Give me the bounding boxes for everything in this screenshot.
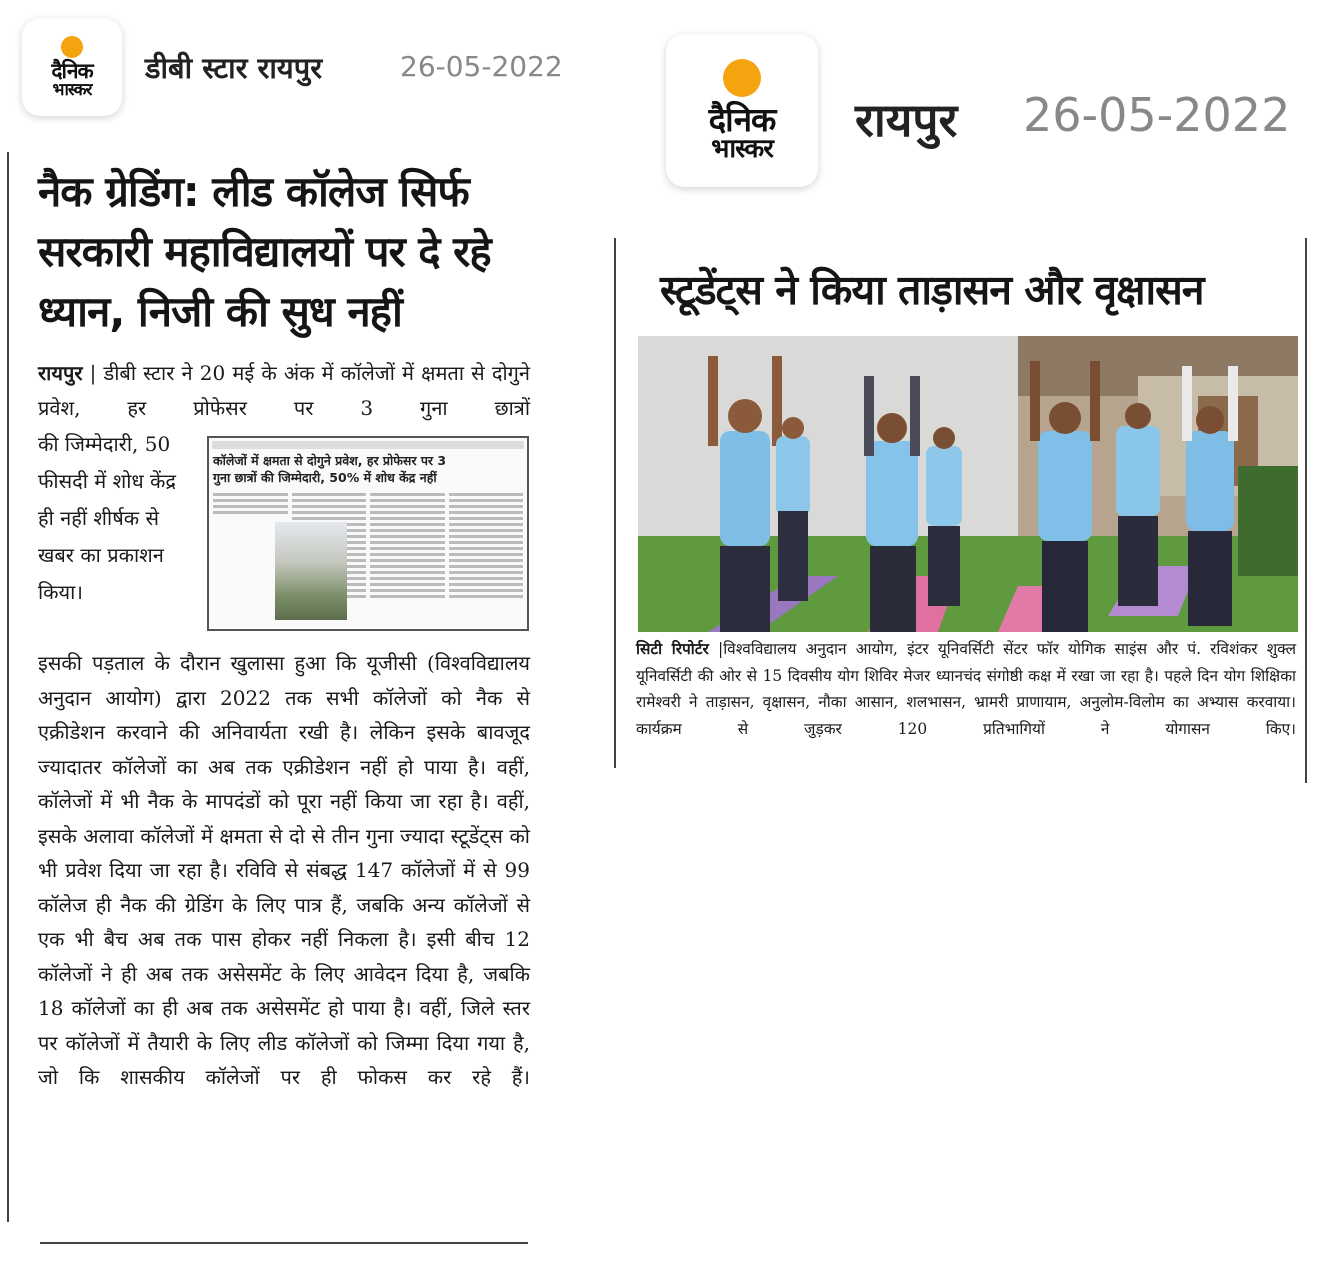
publication-name-2: रायपुर	[855, 93, 958, 147]
logo-text-line2: भास्कर	[52, 79, 92, 100]
column-rule	[7, 152, 9, 1222]
yoga-photo	[638, 336, 1298, 632]
dainik-bhaskar-logo-2	[666, 34, 818, 187]
dainik-bhaskar-logo	[22, 18, 122, 116]
figure-4	[926, 427, 962, 606]
dateline: रायपुर	[38, 361, 83, 385]
article2-headline: स्टूडेंट्स ने किया ताड़ासन और वृक्षासन	[660, 266, 1204, 314]
figure-6	[1116, 403, 1160, 606]
column-rule-left	[614, 238, 616, 768]
article-body: इसकी पड़ताल के दौरान खुलासा हुआ कि यूजीसी (विश्वविद्यालय अनुदान आयोग) द्वारा 2022 तक सभी कॉलेजों को नैक से एक्रीडेशन करवाने की अनिवार्यता रखी है। लेकिन इसके बावजूद ज्यादातर कॉलेजों का अब तक एक्रीडेशन नहीं हो पाया है। वहीं, कॉलेजों में भी नैक के मापदंडों को पूरा नहीं किया जा रहा है। वहीं, इसके अलावा कॉलेजों में क्षमता से दो से तीन गुना ज्यादा स्टूडेंट्स को भी प्रवेश दिया जा रहा है। रविवि से संबद्ध 147 कॉलेजों में से 99 कॉलेज ही नैक की ग्रेडिंग के लिए पात्र हैं, जबकि अन्य कॉलेजों से एक भी बैच अब तक पास होकर नहीं निकला है। इसी बीच 12 कॉलेजों ने ही अब तक असेसमेंट के लिए आवेदन दिया है, जबकि 18 कॉलेजों का ही अब तक असेसमेंट हो पाया है। वहीं, जिले स्तर पर कॉलेजों में तैयारी के लिए लीड कॉलेजों को जिम्मा दिया गया है, जो कि शासकीय कॉलेजों पर ही फोकस कर रहे हैं।	[38, 651, 530, 1089]
column-rule-right	[1305, 238, 1307, 783]
publication-date-2: 26-05-2022	[1023, 88, 1291, 142]
publication-date: 26-05-2022	[400, 50, 563, 83]
publication-name: डीबी स्टार रायपुर	[145, 51, 323, 85]
sun-logo-icon	[61, 36, 83, 58]
figure-2	[776, 417, 810, 601]
article-side-text: की जिम्मेदारी, 50 फीसदी में शोध केंद्र ही नहीं शीर्षक से खबर का प्रकाशन किया।	[38, 432, 177, 604]
figure-3	[864, 376, 920, 632]
thumbnail-photo	[275, 522, 347, 620]
thumbnail-headline-2: गुना छात्रों की जिम्मेदारी, 50% में शोध केंद्र नहीं	[213, 470, 437, 485]
logo2-text-line2: भास्कर	[711, 134, 773, 164]
logo2-text-line1: दैनिक	[708, 100, 776, 139]
bottom-rule	[40, 1242, 528, 1244]
photo-caption: सिटी रिपोर्टर |विश्वविद्यालय अनुदान आयोग, इंटर यूनिवर्सिटी सेंटर फॉर योगिक साइंस और पं. रविशंकर शुक्ल यूनिवर्सिटी की ओर से 15 दिवसीय योग शिविर मेजर ध्यानचंद संगोष्ठी कक्ष में रखा जा रहा है। पहले दिन योग शिक्षिका रामेश्वरी ने ताड़ासन, वृक्षासन, नौका आसान, शलभासन, भ्रामरी प्राणायाम, अनुलोम-विलोम का अभ्यास करवाया। कार्यक्रम से जुड़कर 120 प्रतिभागियों ने योगासन किए।	[636, 640, 1297, 738]
thumbnail-headline-1: कॉलेजों में क्षमता से दोगुने प्रवेश, हर प्रोफेसर पर 3	[213, 453, 447, 468]
sun-logo-icon-2	[723, 59, 761, 97]
intro-text: डीबी स्टार ने 20 मई के अंक में कॉलेजों में क्षमता से दोगुने प्रवेश, हर प्रोफेसर पर 3 गुना छात्रों	[38, 361, 531, 420]
caption-lead: सिटी रिपोर्टर	[636, 640, 709, 658]
caption-text: विश्वविद्यालय अनुदान आयोग, इंटर यूनिवर्सिटी सेंटर फॉर योगिक साइंस और पं. रविशंकर शुक्ल यूनिवर्सिटी की ओर से 15 दिवसीय योग शिविर मेजर ध्यानचंद संगोष्ठी कक्ष में रखा जा रहा है। पहले दिन योग शिक्षिका रामेश्वरी ने ताड़ासन, वृक्षासन, नौका आसान, शलभासन, भ्रामरी प्राणायाम, अनुलोम-विलोम का अभ्यास करवाया। कार्यक्रम से जुड़कर 120 प्रतिभागियों ने योगासन किए।	[636, 640, 1297, 738]
newspaper-thumbnail	[207, 436, 529, 631]
article-intro: रायपुर | डीबी स्टार ने 20 मई के अंक में कॉलेजों में क्षमता से दोगुने प्रवेश, हर प्रोफेसर पर 3 गुना छात्रों	[38, 361, 531, 420]
article-headline: नैक ग्रेडिंग: लीड कॉलेज सिर्फ सरकारी महाविद्यालयों पर दे रहे ध्यान, निजी की सुध नहीं	[38, 167, 491, 336]
logo-text-line1: दैनिक	[51, 58, 93, 83]
